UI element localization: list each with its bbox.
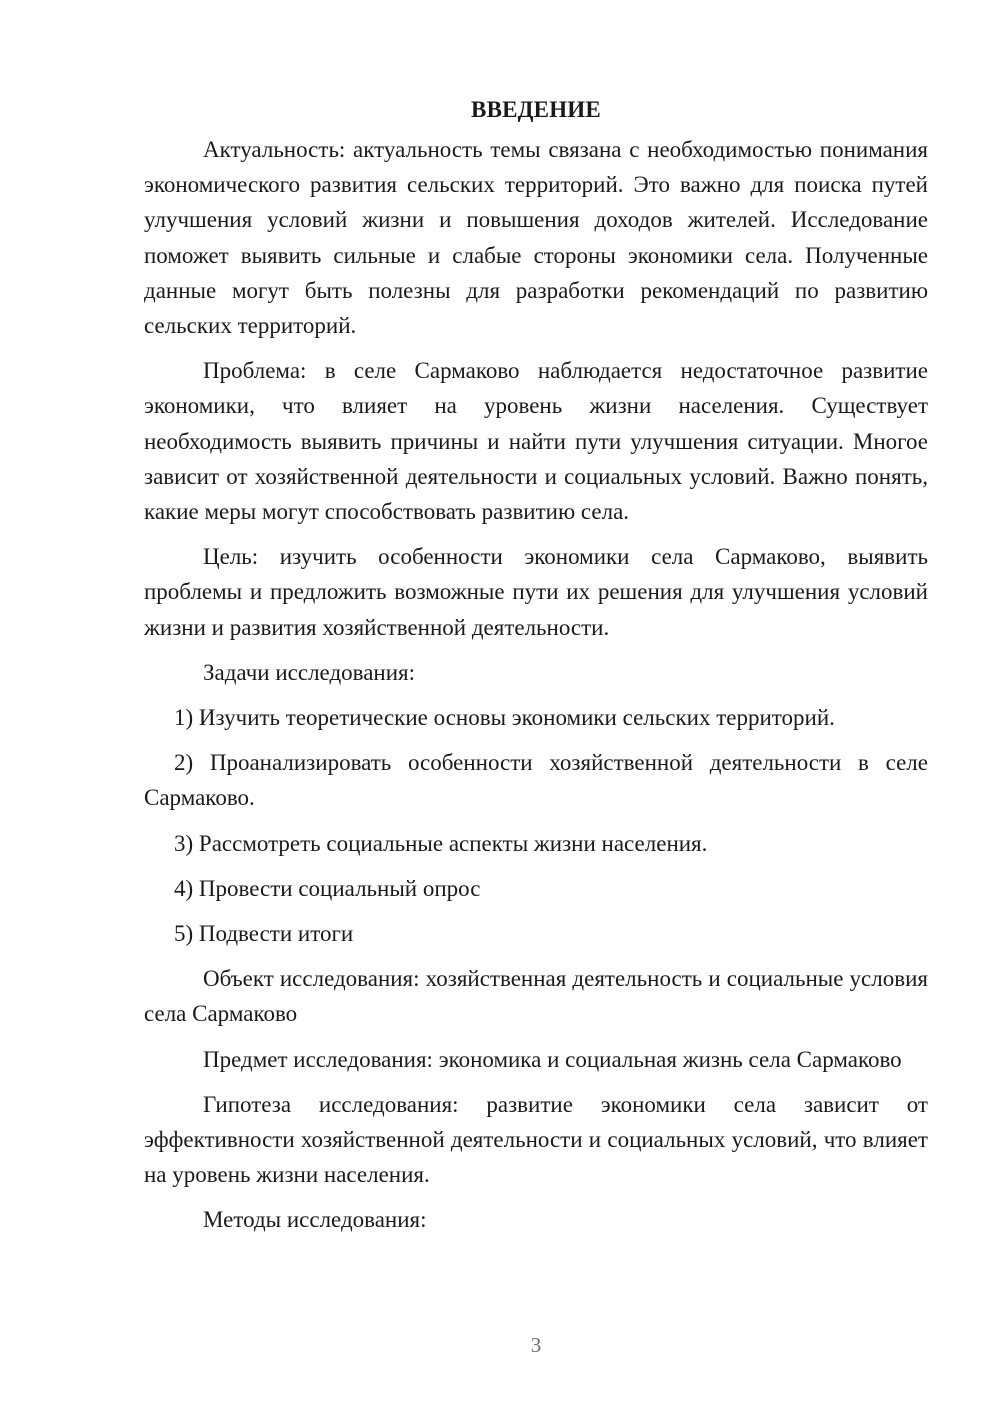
relevance-paragraph: Актуальность: актуальность темы связана с необходимостью понимания экономического развития сельских территорий. Это важно для поиска путей улучшения условий жизни и повышения доходов жителей. Исследование поможет выявить сильные и слабые стороны экономики села. Полученные данные могут быть полезны для разработки рекомендаций по развитию сельских территорий. [144,137,928,339]
subject-paragraph: Предмет исследования: экономика и социальная жизнь села Сармаково [203,1046,902,1072]
methods-heading: Методы исследования: [203,1207,427,1233]
task-item-2: 2) Проанализировать особенности хозяйственной деятельности в селе Сармаково. [144,750,928,811]
tasks-list [144,700,928,951]
task-item-5: 5) Подвести итоги [174,921,354,947]
task-item-1: 1) Изучить теоретические основы экономики сельских территорий. [174,705,835,731]
problem-paragraph: Проблема: в селе Сармаково наблюдается недостаточное развитие экономики, что влияет на уровень жизни населения. Существует необходимость выявить причины и найти пути улучшения ситуации. Многое зависит от хозяйственной деятельности и социальных условий. Важно понять, какие меры могут способствовать развитию села. [144,358,928,525]
tasks-heading: Задачи исследования: [203,659,416,685]
task-item-4: 4) Провести социальный опрос [174,875,481,901]
object-paragraph: Объект исследования: хозяйственная деятельность и социальные условия села Сармаково [144,966,928,1027]
task-item-3: 3) Рассмотреть социальные аспекты жизни населения. [174,830,708,856]
document-page [144,92,928,1248]
hypothesis-paragraph: Гипотеза исследования: развитие экономики села зависит от эффективности хозяйственной деятельности и социальных условий, что влияет на уровень жизни населения. [144,1091,928,1188]
goal-paragraph: Цель: изучить особенности экономики села Сармаково, выявить проблемы и предложить возможные пути их решения для улучшения условий жизни и развития хозяйственной деятельности. [144,544,928,640]
page-number: 3 [530,1333,542,1357]
page-title: ВВЕДЕНИЕ [471,97,601,122]
